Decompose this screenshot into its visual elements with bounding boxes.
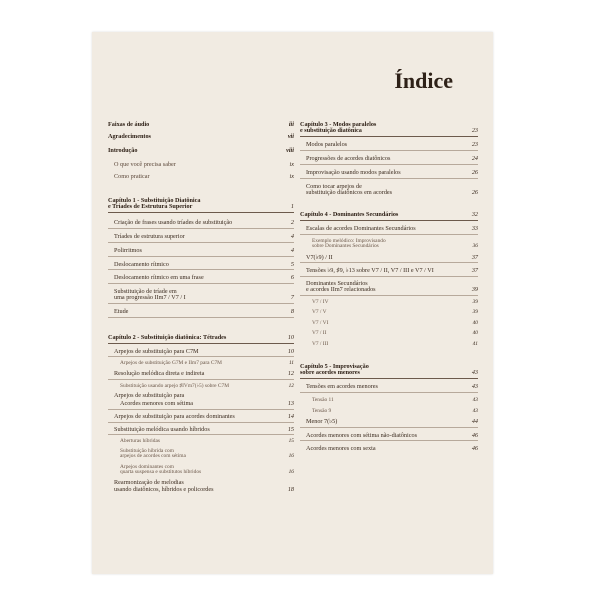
toc-entry[interactable] <box>108 234 294 243</box>
toc-page-number: 18 <box>287 485 294 493</box>
toc-page-number: 16 <box>288 468 294 475</box>
toc-page-number: 40 <box>472 319 478 326</box>
toc-page-number: 5 <box>290 260 294 268</box>
toc-page-number: 26 <box>471 188 478 196</box>
toc-chapter-heading[interactable] <box>300 212 478 221</box>
toc-entry[interactable] <box>300 142 478 151</box>
toc-page-number: 23 <box>471 141 478 149</box>
book-page <box>92 32 493 574</box>
toc-entry[interactable] <box>300 331 478 336</box>
toc-entry-title: Arpejos dominantes com quarta suspensa e substitutos híbridos <box>120 463 202 475</box>
toc-chapter-heading[interactable] <box>108 335 294 344</box>
toc-entry[interactable] <box>300 255 478 264</box>
toc-entry-title: V7 / VI <box>312 319 329 326</box>
toc-page-number: 10 <box>287 333 294 341</box>
toc-entry-title: Acordes menores com sétima <box>120 400 194 408</box>
toc-entry[interactable] <box>108 349 294 358</box>
toc-page-number: 37 <box>471 253 478 261</box>
toc-page-number: 39 <box>472 309 478 316</box>
toc-page-number: vii <box>287 133 294 141</box>
toc-page-number: viii <box>286 147 294 155</box>
toc-entry[interactable] <box>108 480 294 492</box>
toc-entry[interactable] <box>300 384 478 393</box>
toc-page-number: 36 <box>472 243 478 250</box>
toc-page-number: 4 <box>290 233 294 241</box>
toc-entry-title: Tensão 11 <box>312 397 334 404</box>
toc-entry-title: Criação de frases usando tríades de substituição <box>114 219 233 227</box>
toc-entry[interactable] <box>300 184 478 196</box>
toc-entry-title: Exemplo melódico: Improvisando sobre Dominantes Secundários <box>312 237 386 250</box>
toc-entry-title: Polirritmos <box>114 246 142 254</box>
toc-page-number: 43 <box>472 397 478 404</box>
toc-chapter-heading[interactable] <box>300 122 478 137</box>
toc-page-number: 15 <box>287 425 294 433</box>
toc-entry-title: Arpejos de substituição para <box>114 391 185 399</box>
toc-entry[interactable] <box>300 300 478 305</box>
toc-page-number: 11 <box>289 360 294 367</box>
toc-right-column <box>300 122 478 453</box>
toc-chapter-heading[interactable] <box>300 364 478 379</box>
toc-entry-title: V7 / IV <box>312 298 329 305</box>
toc-entry[interactable] <box>300 226 478 235</box>
toc-entry[interactable] <box>300 398 478 403</box>
toc-page-number: 12 <box>288 382 294 389</box>
toc-entry-title: Capítulo 3 - Modos paralelos e substituição diatônica <box>300 121 377 135</box>
toc-entry-title: Substituição melódica usando híbridos <box>114 425 210 433</box>
toc-page-number: ix <box>289 160 294 168</box>
toc-page-number: 41 <box>472 340 478 347</box>
toc-entry-title: Modos paralelos <box>306 141 348 149</box>
toc-entry[interactable] <box>108 134 294 140</box>
toc-entry[interactable] <box>300 156 478 165</box>
toc-entry-title: Como tocar arpejos de substituição diatônicos em acordes <box>306 182 393 196</box>
toc-entry-title: Tensões em acordes menores <box>306 383 378 391</box>
toc-page-number: 33 <box>471 225 478 233</box>
toc-entry[interactable] <box>108 371 294 380</box>
toc-entry-title: Deslocamento rítmico <box>114 260 169 268</box>
toc-page-number: 37 <box>471 267 478 275</box>
toc-entry[interactable] <box>108 439 294 444</box>
toc-page-number: 1 <box>290 203 294 211</box>
toc-entry[interactable] <box>108 275 294 284</box>
toc-entry-title: Agradecimentos <box>108 133 151 141</box>
toc-entry[interactable] <box>108 289 294 304</box>
toc-entry-title: Escalas de acordes Dominantes Secundários <box>306 225 416 233</box>
toc-entry[interactable] <box>108 393 294 399</box>
toc-entry[interactable] <box>108 122 294 128</box>
toc-entry[interactable] <box>108 148 294 154</box>
toc-entry-title: Dominantes Secundários e acordes IIm7 relacionados <box>306 280 376 294</box>
toc-page-number: 7 <box>290 294 294 302</box>
toc-entry-title: Aberturas híbridas <box>120 438 160 445</box>
toc-entry[interactable] <box>300 419 478 428</box>
toc-page-number: 40 <box>472 330 478 337</box>
toc-entry-title: V7 / V <box>312 309 327 316</box>
toc-entry[interactable] <box>300 446 478 452</box>
toc-entry[interactable] <box>300 268 478 277</box>
toc-entry-title: Faixas de áudio <box>108 121 150 128</box>
toc-entry[interactable] <box>108 449 294 460</box>
toc-entry-title: Acordes menores com sétima não-diatônicos <box>306 431 417 439</box>
toc-entry-title: V7(♭9) / II <box>306 253 333 261</box>
toc-page-number: iii <box>288 121 294 128</box>
toc-entry-title: Capítulo 4 - Dominantes Secundários <box>300 210 399 218</box>
toc-entry-title: Rearmonização de melodias usando diatônicos, híbridos e policordes <box>114 479 214 493</box>
toc-entry[interactable] <box>300 239 478 250</box>
toc-entry-title: Tríades de estrutura superior <box>114 233 185 241</box>
toc-page-number: 26 <box>471 168 478 176</box>
toc-entry-title: Tensão 9 <box>312 407 332 414</box>
toc-entry[interactable] <box>108 361 294 366</box>
toc-page-number: 14 <box>287 412 294 420</box>
toc-entry-title: Introdução <box>108 147 138 155</box>
toc-entry-title: Capítulo 1 - Substituição Diatônica e Tríades de Estrutura Superior <box>108 197 201 211</box>
toc-page-number: 4 <box>290 246 294 254</box>
toc-entry[interactable] <box>108 220 294 229</box>
toc-page-number: 6 <box>290 274 294 282</box>
toc-page-number: 46 <box>471 445 478 453</box>
toc-page-number: 15 <box>288 438 294 445</box>
toc-entry[interactable] <box>300 342 478 347</box>
toc-page-number: 32 <box>471 210 478 218</box>
toc-entry-title: Menor 7(♭5) <box>306 417 338 425</box>
page-title: Índice <box>394 68 453 93</box>
toc-page-number: 16 <box>288 453 294 460</box>
toc-entry[interactable] <box>108 401 294 410</box>
toc-page-number: 43 <box>472 407 478 414</box>
toc-entry[interactable] <box>108 465 294 476</box>
toc-entry[interactable] <box>300 170 478 179</box>
toc-entry-title: Progressões de acordes diatônicos <box>306 155 391 163</box>
toc-entry[interactable] <box>108 248 294 257</box>
toc-page-number: 43 <box>471 383 478 391</box>
toc-entry-title: O que você precisa saber <box>114 160 176 168</box>
toc-entry[interactable] <box>300 281 478 296</box>
toc-entry[interactable] <box>108 174 294 180</box>
toc-page-number: 39 <box>472 298 478 305</box>
toc-entry[interactable] <box>108 162 294 168</box>
toc-page-number: 23 <box>471 127 478 135</box>
toc-left-column <box>108 122 294 493</box>
toc-page-number: 43 <box>471 369 478 377</box>
toc-page-number: ix <box>289 172 294 180</box>
toc-entry-title: Substituição de tríade em uma progressão IIm7 / V7 / I <box>114 287 186 302</box>
toc-page-number: 8 <box>290 307 294 315</box>
toc-entry-title: Capítulo 2 - Substituição diatônica: Tétrades <box>108 333 227 341</box>
toc-entry-title: Etude <box>114 307 129 315</box>
toc-entry[interactable] <box>300 321 478 326</box>
toc-entry-title: V7 / III <box>312 340 329 347</box>
toc-entry-title: V7 / II <box>312 330 327 337</box>
toc-entry-title: Como praticar <box>114 172 150 180</box>
toc-page-number: 2 <box>290 219 294 227</box>
toc-entry-title: Arpejos de substituição para acordes dominantes <box>114 412 235 420</box>
toc-chapter-heading[interactable] <box>108 198 294 213</box>
toc-entry[interactable] <box>300 310 478 315</box>
toc-page-number: 12 <box>287 369 294 377</box>
toc-entry[interactable] <box>108 309 294 318</box>
toc-entry-title: Tensões ♭9, ♯9, ♭13 sobre V7 / II, V7 / III e V7 / VI <box>306 267 434 275</box>
toc-entry[interactable] <box>300 409 478 414</box>
toc-entry-title: Acordes menores com sexta <box>306 445 376 453</box>
toc-entry-title: Arpejos de substituição G7M e IIm7 para C7M <box>120 360 222 367</box>
toc-page-number: 46 <box>471 431 478 439</box>
toc-page-number: 39 <box>471 286 478 294</box>
toc-entry-title: Resolução melódica direta e indireta <box>114 369 205 377</box>
toc-entry[interactable] <box>108 427 294 436</box>
toc-entry-title: Capítulo 5 - Improvisação sobre acordes menores <box>300 362 369 377</box>
toc-entry-title: Deslocamento rítmico em uma frase <box>114 274 204 282</box>
toc-entry[interactable] <box>108 414 294 423</box>
toc-entry[interactable] <box>108 262 294 271</box>
toc-page-number: 13 <box>287 400 294 408</box>
toc-page-number: 10 <box>287 347 294 355</box>
toc-page-number: 44 <box>471 417 478 425</box>
toc-entry-title: Substituição usando arpejo ♯IVm7(♭5) sobre C7M <box>120 382 229 389</box>
toc-entry-title: Arpejos de substituição para C7M <box>114 347 199 355</box>
toc-entry[interactable] <box>108 384 294 389</box>
toc-entry-title: Substituição híbrida com arpejos de acordes com sétima <box>120 447 186 460</box>
toc-entry-title: Improvisação usando modos paralelos <box>306 168 401 176</box>
toc-entry[interactable] <box>300 433 478 442</box>
toc-page-number: 24 <box>471 155 478 163</box>
